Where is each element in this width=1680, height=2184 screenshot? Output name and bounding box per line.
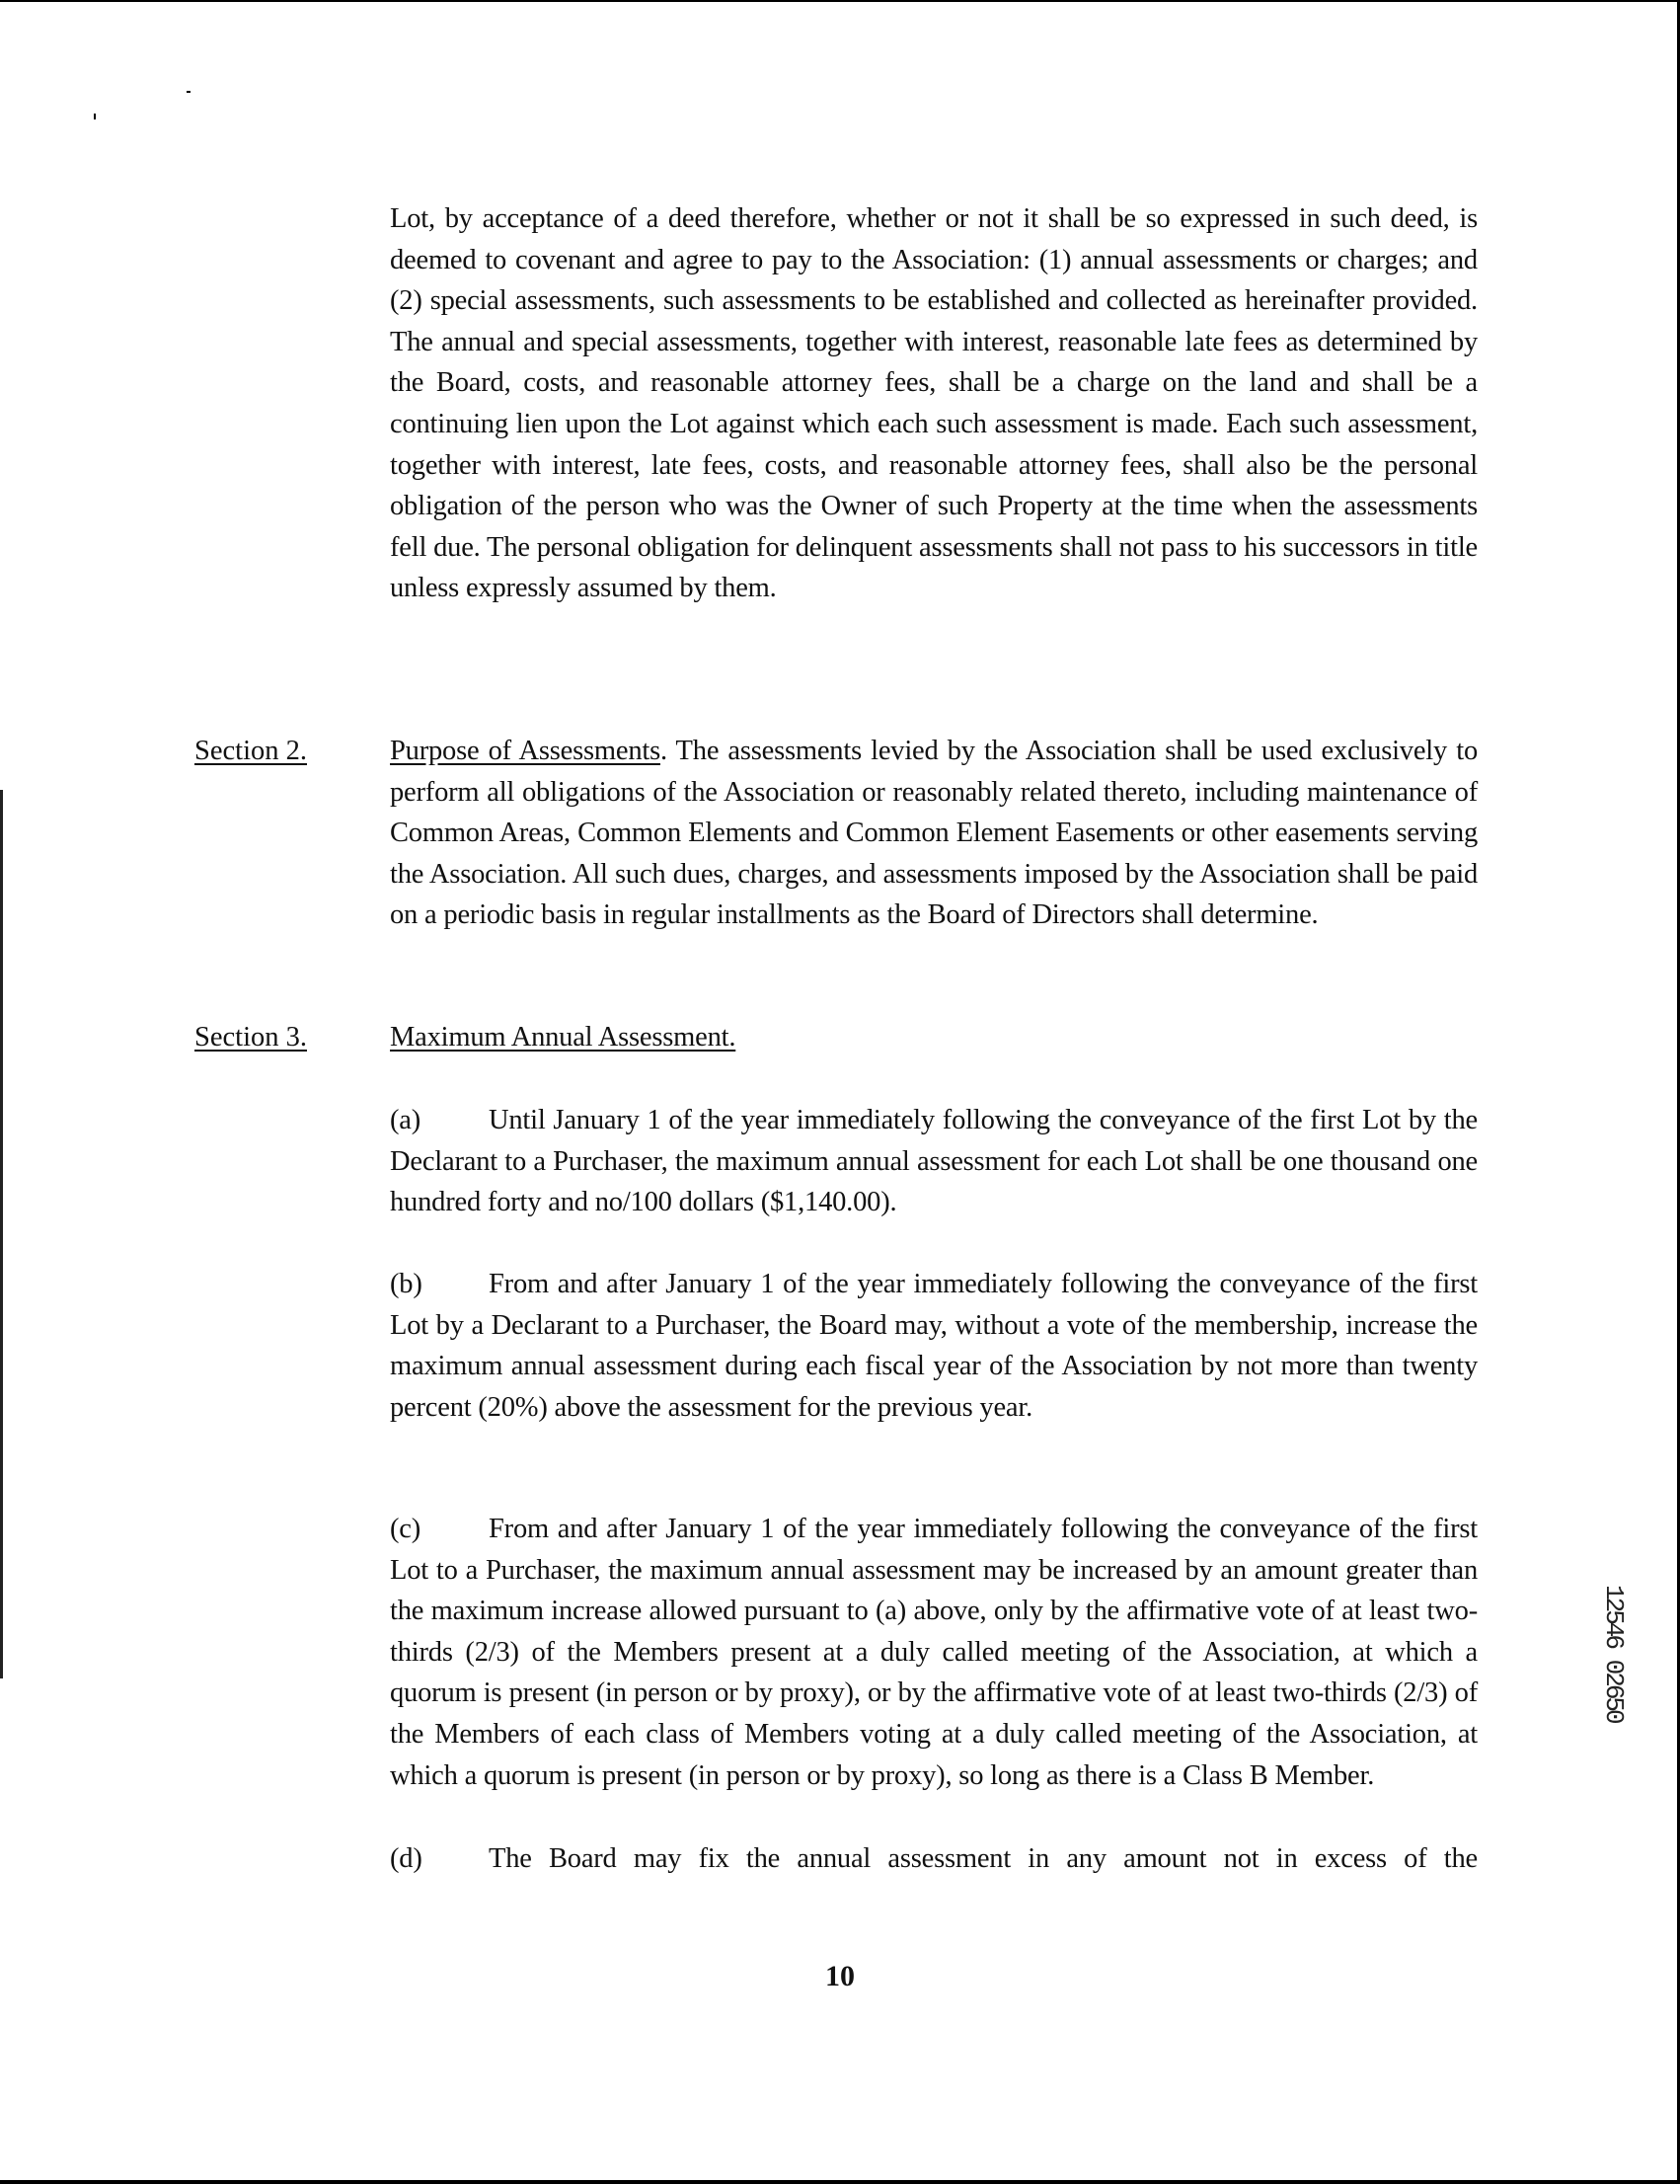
item-marker-a: (a) (390, 1105, 421, 1135)
recording-stamp: 12546 02650 (1599, 1585, 1629, 1722)
scan-border-left (0, 790, 3, 1678)
item-text-d: The Board may fix the annual assessment in any amount not in excess of the (489, 1843, 1478, 1874)
item-text-b: From and after January 1 of the year immediately following the conveyance of the first Lot by a Declarant to a Purchaser, the Board may, without a vote of the membership, increase the maximum annual assessment during each fiscal year of the Association by not more than twenty percent (20%) above the assessment for the previous year. (390, 1269, 1478, 1423)
item-text-c: From and after January 1 of the year immediately following the conveyance of the first Lot to a Purchaser, the maximum annual assessment may be increased by an amount greater than the maximum increase allowed pursuant to (a) above, only by the affirmative vote of at least two-thirds (2/3) of the Members present at a duly called meeting of the Association, at which a quorum is present (in person or by proxy), or by the affirmative vote of at least two-thirds (2/3) of the Members of each class of Members voting at a duly called meeting of the Association, at which a quorum is present (in person or by proxy), so long as there is a Class B Member. (390, 1514, 1478, 1791)
scan-border-top (0, 0, 1680, 2)
item-marker-d: (d) (390, 1843, 422, 1874)
section-3-item-d (390, 1838, 1478, 1880)
section-3-item-c (390, 1509, 1478, 1796)
continuation-paragraph: Lot, by acceptance of a deed therefore, whether or not it shall be so expressed in such deed, is deemed to covenant and agree to pay to the Association: (1) annual assessments or charges; and (2) special assessments, such assessments to be established and collected as hereinafter provided. The annual and special assessments, together with interest, reasonable late fees as determined by the Board, costs, and reasonable attorney fees, shall be a charge on the land and shall be a continuing lien upon the Lot against which each such assessment is made. Each such assessment, together with interest, late fees, costs, and reasonable attorney fees, shall also be the personal obligation of the person who was the Owner of such Property at the time when the assessments fell due. The personal obligation for delinquent assessments shall not pass to his successors in title unless expressly assumed by them. (390, 203, 1478, 604)
item-marker-b: (b) (390, 1269, 422, 1299)
section-2-body: The assessments levied by the Association shall be used exclusively to perform all obligations of the Association or reasonably related thereto, including maintenance of Common Areas, Common Elements and Common Element Easements or other easements serving the Association. All such dues, charges, and assessments imposed by the Association shall be paid on a periodic basis in regular installments as the Board of Directors shall determine. (390, 736, 1478, 931)
scan-speck (187, 91, 191, 93)
section-2-paragraph (390, 731, 1478, 936)
page-number: 10 (825, 1960, 855, 1992)
section-3-item-a (390, 1100, 1478, 1223)
scan-speck (94, 114, 96, 119)
item-text-a: Until January 1 of the year immediately following the conveyance of the first Lot by the Declarant to a Purchaser, the maximum annual assessment for each Lot shall be one thousand one hundred forty and no/100 dollars ($1,140.00). (390, 1105, 1478, 1218)
section-2-heading-punct: . (659, 736, 667, 766)
scan-border-bottom (0, 2180, 1680, 2184)
section-3-label: Section 3. (194, 1022, 307, 1053)
section-2-heading: Purpose of Assessments (390, 736, 660, 766)
section-2-label: Section 2. (194, 736, 307, 766)
section-3-heading: Maximum Annual Assessment. (390, 1022, 736, 1053)
section-3-heading-line (390, 1017, 1478, 1058)
section-3-item-b (390, 1264, 1478, 1428)
item-marker-c: (c) (390, 1514, 421, 1544)
